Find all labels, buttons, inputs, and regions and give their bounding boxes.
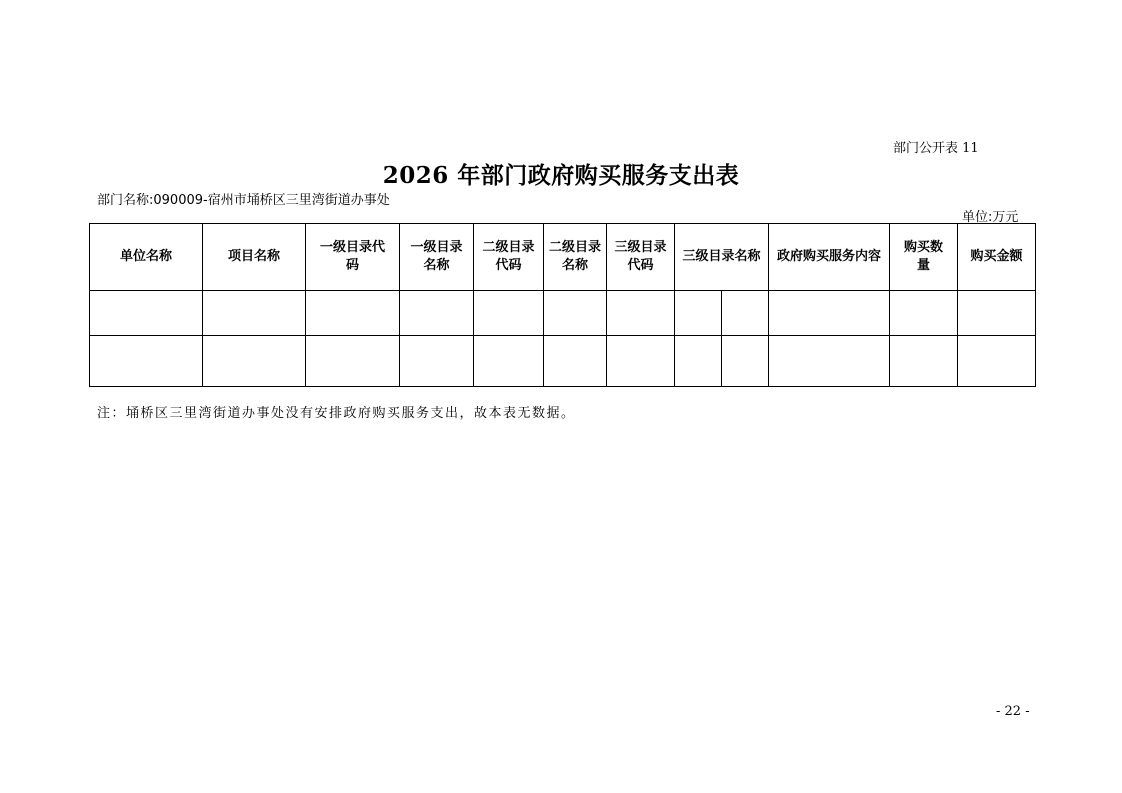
table-cell xyxy=(203,336,306,387)
column-header: 项目名称 xyxy=(203,224,306,291)
table-cell xyxy=(306,336,400,387)
table-header-row xyxy=(90,224,1036,291)
column-header: 三级目录名称 xyxy=(675,224,769,291)
table-cell xyxy=(544,291,607,336)
column-header: 购买数量 xyxy=(890,224,958,291)
table-id-label: 部门公开表 11 xyxy=(893,141,979,156)
column-header: 二级目录名称 xyxy=(544,224,607,291)
column-header: 政府购买服务内容 xyxy=(769,224,890,291)
expenditure-table xyxy=(89,223,1036,387)
table-cell xyxy=(675,336,722,387)
table-cell xyxy=(90,291,203,336)
table-cell xyxy=(769,336,890,387)
unit-label: 单位:万元 xyxy=(962,210,1019,225)
column-header: 单位名称 xyxy=(90,224,203,291)
table-cell xyxy=(769,291,890,336)
table-cell xyxy=(203,291,306,336)
table-cell xyxy=(675,291,722,336)
table-cell xyxy=(474,336,544,387)
table-cell xyxy=(90,336,203,387)
department-name: 部门名称:090009-宿州市埇桥区三里湾街道办事处 xyxy=(97,193,390,208)
column-header: 一级目录名称 xyxy=(400,224,474,291)
table-cell xyxy=(722,336,769,387)
table-cell xyxy=(607,336,675,387)
table-cell xyxy=(544,336,607,387)
table-note: 注：埇桥区三里湾街道办事处没有安排政府购买服务支出，故本表无数据。 xyxy=(97,406,576,421)
column-header: 购买金额 xyxy=(958,224,1036,291)
column-header: 二级目录代码 xyxy=(474,224,544,291)
table-cell xyxy=(958,336,1036,387)
page-title: 2026 年部门政府购买服务支出表 xyxy=(382,162,740,189)
table-cell xyxy=(722,291,769,336)
table-cell xyxy=(890,291,958,336)
table-cell xyxy=(400,291,474,336)
table-cell xyxy=(400,336,474,387)
table-cell xyxy=(607,291,675,336)
page-number: - 22 - xyxy=(996,704,1030,719)
table-cell xyxy=(474,291,544,336)
table-cell xyxy=(890,336,958,387)
table-cell xyxy=(306,291,400,336)
table-cell xyxy=(958,291,1036,336)
column-header: 一级目录代码 xyxy=(306,224,400,291)
column-header: 三级目录代码 xyxy=(607,224,675,291)
table-row xyxy=(90,291,1036,336)
table-row xyxy=(90,336,1036,387)
